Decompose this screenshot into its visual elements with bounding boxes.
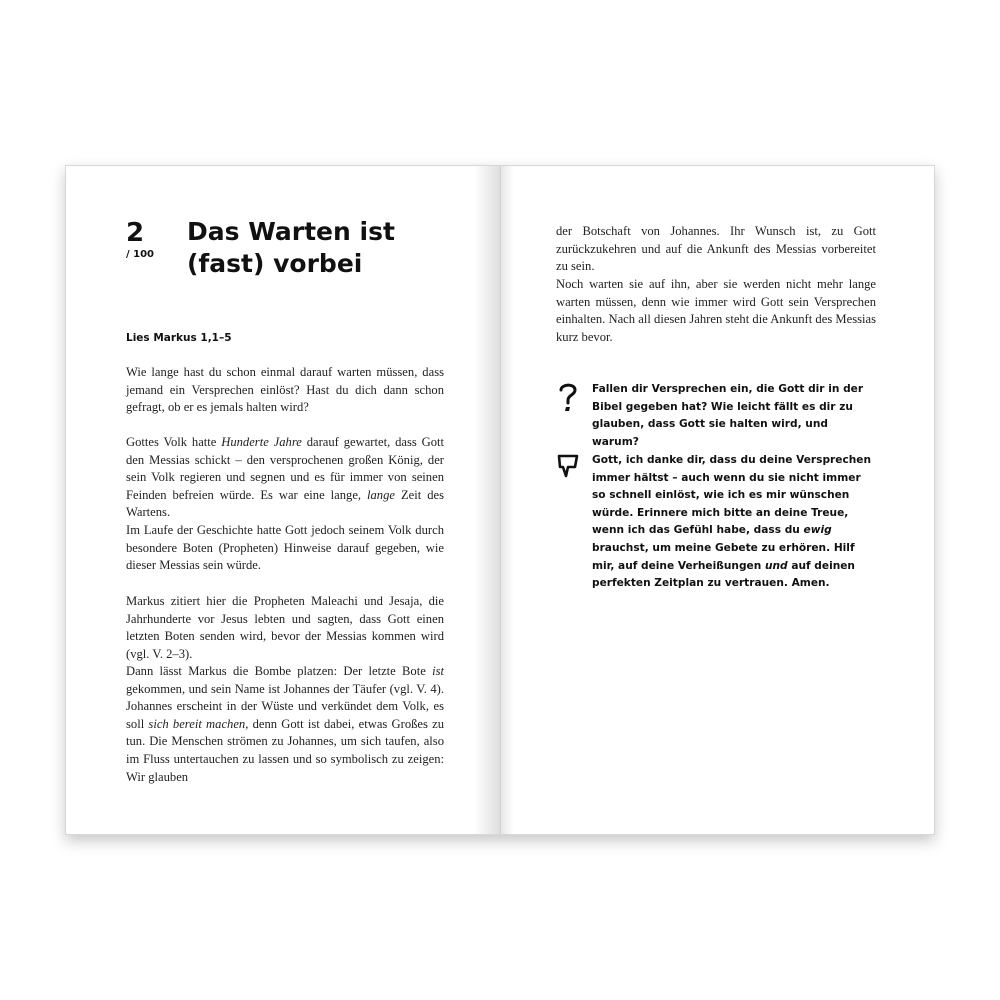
left-page: [65, 165, 500, 835]
text-run: Gottes Volk hatte: [126, 435, 222, 449]
reading-reference: Lies Markus 1,1–5: [126, 332, 232, 344]
text-run: gekommen, und sein Name ist Johannes der Täufer (vgl. V. 4). Johannes erscheint in der Wüste und verkündet dem Volk, es soll: [126, 681, 444, 731]
gutter-line: [500, 166, 501, 834]
text-run: brauchst, um meine Gebete zu erhören. Hilf mir, auf deine Verheißungen: [592, 541, 855, 572]
question-mark-icon: [556, 381, 580, 413]
text-run: Zeit des Wartens.: [126, 487, 444, 520]
text-run: darauf gewartet, dass Gott den Messias schickt – den versprochenen großen König, der sein Volk regieren und segnen und es für immer von seinen Feinden befreien würde. Es war eine lange,: [126, 435, 444, 502]
paragraph-5: [126, 663, 444, 786]
speech-bubble-icon: [556, 452, 580, 484]
paragraph-7: Noch warten sie auf ihn, aber sie werden nicht mehr lange warten müssen, denn wie immer wird Gott sein Versprechen einhalten. Nach all diesen Jahren steht die Ankunft des Messias kurz bevor.: [556, 277, 876, 344]
emphasis-text: Hunderte Jahre: [221, 435, 302, 449]
gutter-shadow: [500, 166, 514, 834]
emphasis-text: und: [764, 559, 788, 572]
emphasis-text: sich bereit machen: [148, 716, 246, 731]
gutter-shadow: [474, 166, 500, 834]
question-text: Fallen dir Versprechen ein, die Gott dir in der Bibel gegeben hat? Wie leicht fällt es dir zu glauben, dass Gott sie halten wird, und warum?: [592, 383, 864, 448]
emphasis-text: lange: [367, 487, 395, 502]
text-run: Dann lässt Markus die Bombe platzen: Der letzte Bote: [126, 664, 433, 678]
paragraph-6: der Botschaft von Johannes. Ihr Wunsch ist, zu Gott zurückzukehren und auf die Ankunft des Messias vorbereitet zu sein.: [556, 224, 876, 274]
paragraph-3: Im Laufe der Geschichte hatte Gott jedoch seinem Volk durch besondere Boten (Propheten) Hinweise darauf gegeben, wie dieser Messias sein würde.: [126, 523, 444, 573]
day-number: 2: [126, 218, 145, 248]
paragraph-4: Markus zitiert hier die Propheten Maleachi und Jesaja, die Jahrhunderte vor Jesus lebten und sagten, dass Gott einen letzten Boten senden wird, bevor der Messias kommen wird (vgl. V. 2–3).: [126, 594, 444, 661]
prayer-text: [592, 452, 876, 593]
text-run: , denn Gott ist dabei, etwas Großes zu tun. Die Menschen strömen zu Johannes, um sich taufen, also im Fluss untertauchen zu lassen und so symbolisch zu zeigen: Wir glauben: [126, 716, 444, 784]
day-total: / 100: [126, 249, 155, 260]
open-book: [65, 165, 935, 835]
text-run: auf deinen perfekten Zeitplan zu vertrauen. Amen.: [592, 559, 855, 590]
text-run: Gott, ich danke dir, dass du deine Versprechen immer hältst – auch wenn du sie nicht immer so schnell einlöst, wie ich es mir wünschen würde. Erinnere mich bitte an deine Treue, wenn ich das Gefühl habe, dass du: [592, 454, 871, 537]
emphasis-text: ist: [432, 664, 444, 678]
paragraph-2: [126, 434, 444, 522]
right-page: [500, 165, 935, 835]
emphasis-text: ewig: [803, 524, 832, 537]
chapter-title: Das Warten ist (fast) vorbei: [187, 217, 395, 278]
paragraph-1: Wie lange hast du schon einmal darauf warten müssen, dass jemand ein Versprechen einlöst? Hast du dich dann schon gefragt, ob er es jemals halten wird?: [126, 365, 444, 415]
